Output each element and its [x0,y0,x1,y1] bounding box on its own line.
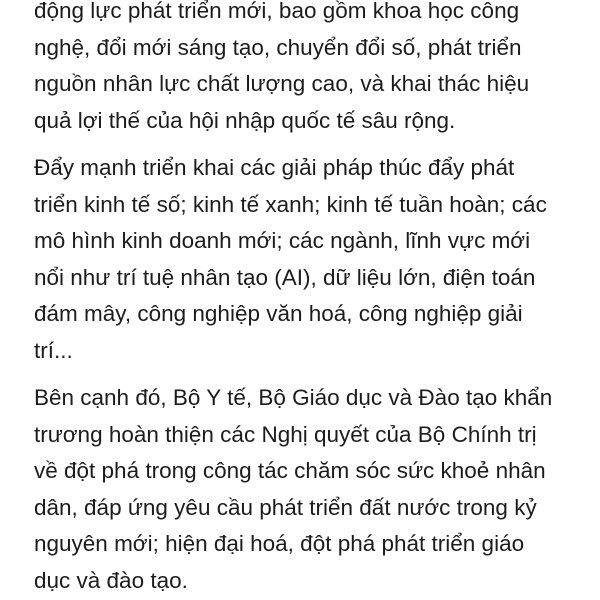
paragraph-2 [34,150,594,369]
text-line: mô hình kinh doanh mới; các ngành, lĩnh vực mới [34,228,531,253]
paragraph-1 [34,0,594,139]
text-line: Bên cạnh đó, Bộ Y tế, Bộ Giáo dục và Đào tạo khẩn [34,385,553,410]
text-line: nổi như trí tuệ nhân tạo (AI), dữ liệu lớn, điện toán [34,264,536,290]
paragraph-3 [34,380,594,599]
text-line: triển kinh tế số; kinh tế xanh; kinh tế tuần hoàn; các [34,191,547,217]
text-line: quả lợi thế của hội nhập quốc tế sâu rộng. [34,107,456,133]
text-line: dân, đáp ứng yêu cầu phát triển đất nước trong kỷ [34,494,537,520]
article-body [34,0,594,599]
text-line: Đẩy mạnh triển khai các giải pháp thúc đẩy phát [34,155,515,180]
text-line: nguyên mới; hiện đại hoá, đột phá phát triển giáo [34,531,525,556]
paragraph-spacer [34,139,594,150]
text-line: trương hoàn thiện các Nghị quyết của Bộ Chính trị [34,421,537,447]
text-line: dục và đào tạo. [34,567,188,593]
text-line: nghệ, đổi mới sáng tạo, chuyển đổi số, phát triển [34,34,522,60]
text-line: về đột phá trong công tác chăm sóc sức khoẻ nhân [34,458,546,483]
text-line: trí... [34,337,73,363]
paragraph-spacer [34,369,594,380]
text-line: động lực phát triển mới, bao gồm khoa học công [34,0,520,23]
text-line: nguồn nhân lực chất lượng cao, và khai thác hiệu [34,71,530,96]
text-line: đám mây, công nghiệp văn hoá, công nghiệp giải [34,301,523,326]
